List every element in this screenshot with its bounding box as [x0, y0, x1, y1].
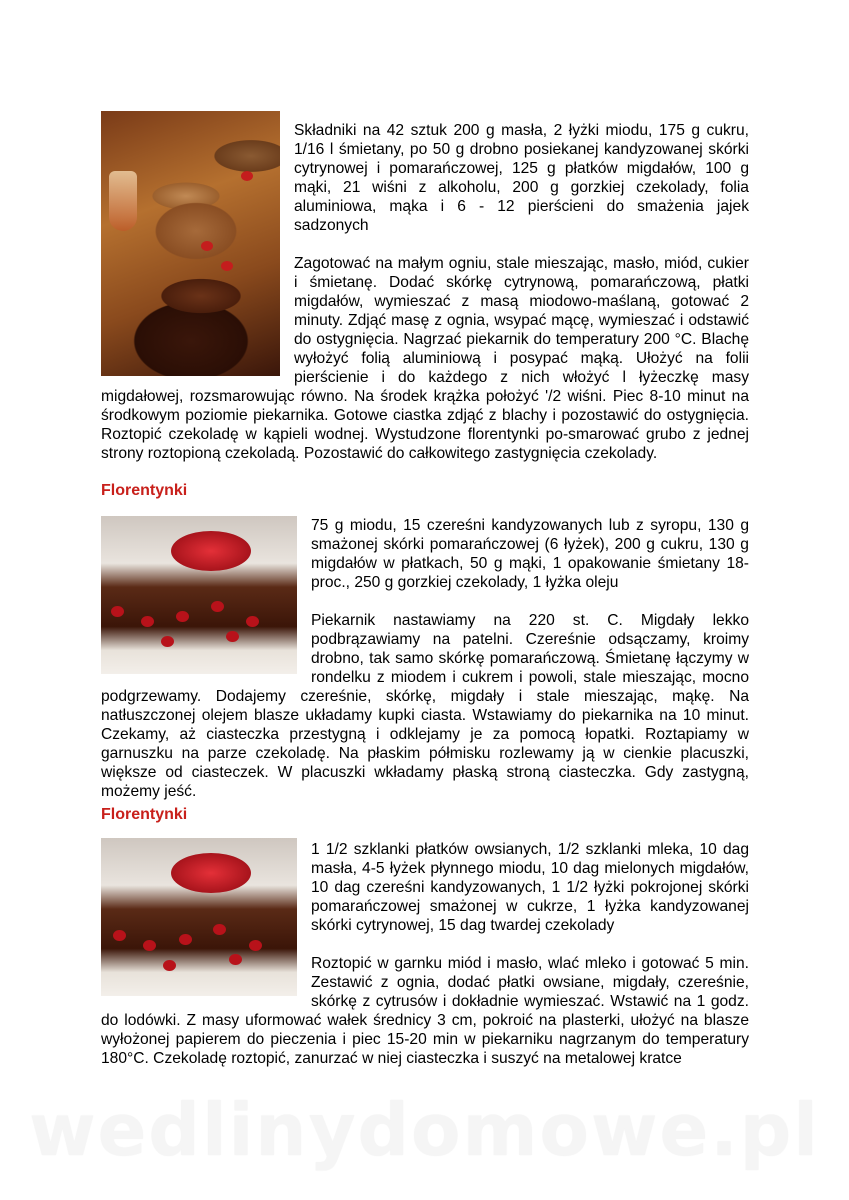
cherry-bowl-shape: [171, 531, 251, 571]
cherry-shape: [211, 601, 224, 612]
recipe-2: [101, 516, 749, 801]
florentines-stack-photo: [101, 111, 280, 376]
cherry-shape: [201, 241, 213, 251]
liqueur-glass-shape: [109, 171, 137, 231]
cherry-shape: [161, 636, 174, 647]
cherry-shape: [176, 611, 189, 622]
cherry-shape: [113, 930, 126, 941]
cherry-shape: [141, 616, 154, 627]
recipe-ingredients: Składniki na 42 sztuk 200 g masła, 2 łyżki miodu, 175 g cukru, 1/16 l śmietany, po 50 g drobno posiekanej kandyzowanej skórki cytrynowej i pomarańczowej, 125 g płatków migdałów, 100 g mąki, 21 wiśni z alkoholu, 200 g gorzkiej czekolady, folia aluminiowa, mąka i 6 - 12 pierścieni do smażenia jajek sadzonych: [294, 122, 749, 234]
recipe-1: [101, 111, 749, 463]
cherry-shape: [221, 261, 233, 271]
cherry-shape: [143, 940, 156, 951]
recipe-ingredients: 1 1/2 szklanki płatków owsianych, 1/2 szklanki mleka, 10 dag masła, 4-5 łyżek płynnego miodu, 10 dag mielonych migdałów, 10 dag czereśni kandyzowanych, 1 1/2 łyżki pokrojonej skórki pomarańczowej smażonej w cukrze, 1 łyżka kandyzowanej skórki cytrynowej, 15 dag twardej czekolady: [311, 841, 749, 934]
cherry-shape: [249, 940, 262, 951]
site-watermark: wedlinydomowe.pl: [29, 1088, 820, 1172]
recipe-method: Roztopić w garnku miód i masło, wlać mleko i gotować 5 min. Zestawić z ognia, dodać płatki owsiane, migdały, czereśnie, skórkę z cytrusów i dokładnie wymieszać. Wstawić na 1 godz. do lodówki. Z masy uformować wałek średnicy 3 cm, pokroić na plasterki, ułożyć na blasze wyłożonej papierem do pieczenia i piec 15-20 min w piekarniku nagrzanym do temperatury 180°C. Czekoladę roztopić, zanurzać w niej ciasteczka i suszyć na metalowej kratce: [101, 955, 749, 1067]
cherry-shape: [111, 606, 124, 617]
recipe-heading: Florentynki: [101, 806, 188, 823]
cherry-shape: [229, 954, 242, 965]
recipe-3: [101, 838, 749, 1068]
cherry-shape: [213, 924, 226, 935]
cherry-shape: [226, 631, 239, 642]
recipe-ingredients: 75 g miodu, 15 czereśni kandyzowanych lub z syropu, 130 g smażonej skórki pomarańczowej (6 łyżek), 200 g cukru, 130 g migdałów w płatkach, 50 g mąki, 1 opakowanie śmietany 18-proc., 250 g gorzkiej czekolady, 1 łyżka oleju: [311, 517, 749, 591]
cherry-shape: [179, 934, 192, 945]
recipe-method: Piekarnik nastawiamy na 220 st. C. Migdały lekko podbrązawiamy na patelni. Czereśnie odsączamy, kroimy drobno, tak samo skórkę pomarańczową. Śmietanę łączymy w rondelku z miodem i cukrem i powoli, stale mieszając, mocno podgrzewamy. Dodajemy czereśnie, skórkę, migdały i stale mieszając, mąkę. Na natłuszczonej olejem blasze układamy kupki ciasta. Wstawiamy do piekarnika na 10 minut. Czekamy, aż ciasteczka przestygną i odklejamy je za pomocą łopatki. Roztapiamy w garnuszku na parze czekoladę. Na płaskim półmisku rozlewamy ją w cienkie placuszki, większe od ciasteczek. W placuszki wkładamy płaską stroną ciasteczka. Gdy zastygną, możemy jeść.: [101, 612, 749, 800]
cherry-shape: [163, 960, 176, 971]
recipe-method: Zagotować na małym ogniu, stale mieszając, masło, miód, cukier i śmietanę. Dodać skórkę cytrynową, pomarańczową, płatki migdałów, wymieszać z masą miodowo-maślaną, gotować 2 minuty. Zdjąć masę z ognia, wsypać mącę, wymieszać i odstawić do ostygnięcia. Nagrzać piekarnik do temperatury 200 °C. Blachę wyłożyć folią aluminiową i posypać mąką. Ułożyć na folii pierścienie i do każdego z nich włożyć l łyżeczkę masy migdałowej, rozsmarowując równo. Na środek krążka położyć '/2 wiśni. Piec 8-10 minut na środkowym poziomie piekarnika. Gotowe ciastka zdjąć z blachy i pozostawić do ostygnięcia. Roztopić czekoladę w kąpieli wodnej. Wystudzone florentynki po-smarować grubo z jednej strony roztopioną czekoladą. Pozostawić do całkowitego zastygnięcia czekolady.: [101, 255, 749, 462]
cherry-bowl-shape: [171, 853, 251, 893]
cherry-florentines-photo: [101, 838, 297, 996]
cherry-shape: [241, 171, 253, 181]
cherry-florentines-photo: [101, 516, 297, 674]
recipe-heading: Florentynki: [101, 482, 188, 499]
cherry-shape: [246, 616, 259, 627]
